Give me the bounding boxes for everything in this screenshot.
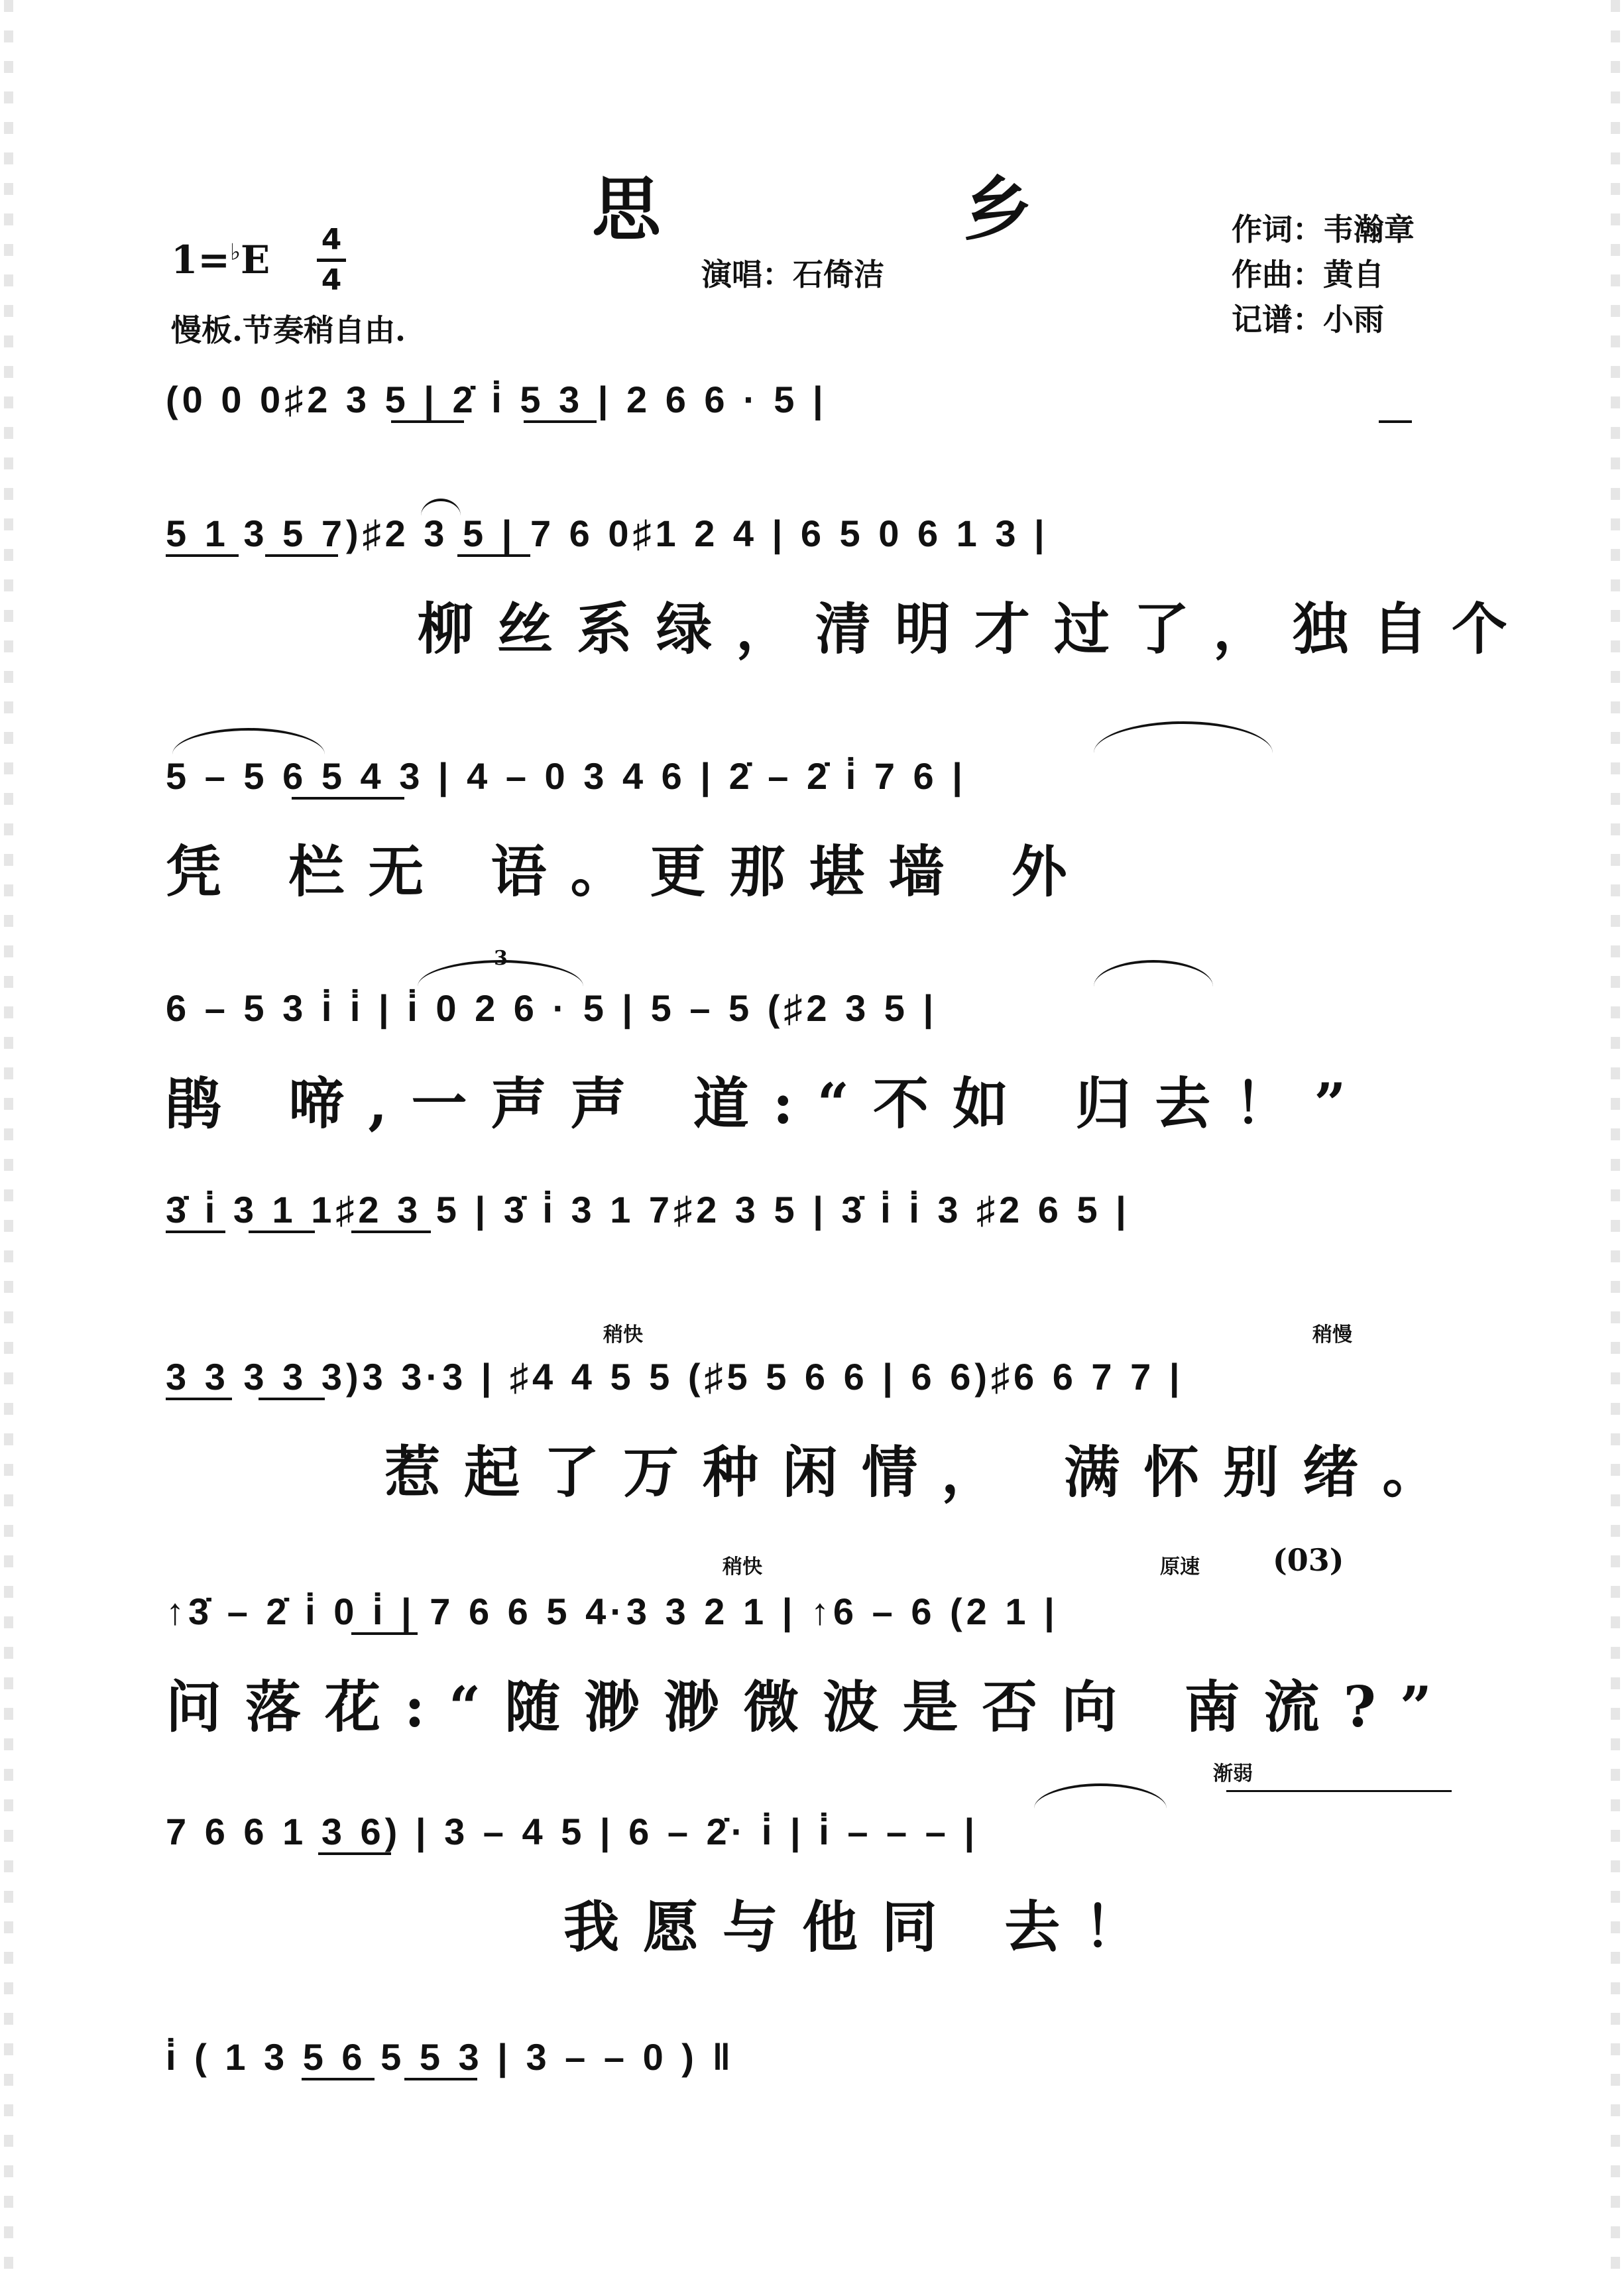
- notation-line: 5 1 3 5 7)♯2 3 5 | 7 6 0♯1 2 4 | 6 5 0 6 1 3 |: [166, 512, 1049, 554]
- lyricist-credit: 作词：韦瀚章: [1232, 211, 1415, 247]
- notation-line: 3̇ i̇ 3 1 1♯2 3 5 | 3̇ i̇ 3 1 7♯2 3 5 | 3̇ i̇ i̇ 3 ♯2 6 5 |: [166, 1189, 1130, 1231]
- beam-underline: [259, 1398, 325, 1400]
- notation-line: 7 6 6 1 3 6) | 3 – 4 5 | 6 – 2̇· i̇ | i̇ – – – |: [166, 1811, 979, 1852]
- left-watermark-strip: [4, 0, 13, 2284]
- diminuendo-line: [1226, 1790, 1452, 1792]
- beam-underline: [404, 2078, 477, 2080]
- time-numerator: 4: [321, 223, 342, 257]
- lyrics-line: 鹃 啼,一声声 道:“不如 归去！”: [166, 1071, 1370, 1136]
- tempo-faster-mark: 稍快: [723, 1555, 762, 1579]
- beam-underline: [318, 1852, 391, 1855]
- beam-underline: [391, 420, 464, 423]
- notation-line: (0 0 0♯2 3 5 | 2̇ i̇ 5 3 | 2 6 6 · 5 |: [166, 379, 827, 420]
- lyrics-line: 我愿与他同 去！: [563, 1894, 1164, 1960]
- beam-underline: [351, 1632, 418, 1635]
- beam-underline: [166, 1398, 232, 1400]
- beam-underline: [166, 1231, 225, 1233]
- lyrics-line: 惹起了万种闲情， 满怀别绪。: [384, 1439, 1462, 1505]
- tie-slur: [421, 499, 461, 516]
- notation-line: ↑3̇ – 2̇ i̇ 0 i̇ | 7 6 6 5 4·3 3 2 1 | ↑6 – 6 (2 1 |: [166, 1591, 1059, 1632]
- transcriber-credit: 记谱：小雨: [1232, 302, 1384, 337]
- flat-accidental: ♭: [229, 239, 241, 266]
- fraction-bar: [317, 259, 346, 262]
- beam-underline: [302, 2078, 375, 2080]
- song-title: 思 乡: [591, 168, 1172, 250]
- composer-credit: 作曲：黄自: [1232, 257, 1384, 292]
- lyrics-line: 凭 栏无 语。更那堪墙 外: [166, 839, 1091, 904]
- key-signature: [171, 237, 270, 282]
- tempo-marking: 慢板.节奏稍自由.: [171, 312, 406, 348]
- singer-credit: 演唱：石倚洁: [701, 257, 884, 292]
- key-letter: E: [241, 237, 270, 282]
- beam-underline: [249, 1231, 315, 1233]
- notation-line: 3 3 3 3 3)3 3·3 | ♯4 4 5 5 (♯5 5 6 6 | 6 6)♯6 6 7 7 |: [166, 1356, 1184, 1398]
- beam-underline: [166, 554, 239, 557]
- beam-underline: [351, 1231, 431, 1233]
- tempo-slower-mark: 稍慢: [1312, 1323, 1352, 1347]
- phrase-slur: [418, 960, 583, 987]
- beam-underline: [524, 420, 597, 423]
- beam-underline: [265, 554, 338, 557]
- right-watermark-strip: [1611, 0, 1620, 2284]
- alternate-notes-mark: (03): [1273, 1542, 1344, 1578]
- triplet-mark: 3: [494, 947, 508, 970]
- tempo-faster-mark: 稍快: [603, 1323, 643, 1347]
- phrase-slur: [1094, 721, 1273, 753]
- lyrics-line: 问落花:“随渺渺微波是否向 南流?”: [166, 1674, 1456, 1740]
- beam-underline: [292, 797, 404, 800]
- beam-underline: [1379, 420, 1412, 423]
- beam-underline: [457, 554, 530, 557]
- original-tempo-mark: 原速: [1160, 1555, 1200, 1579]
- lyrics-line: 柳丝系绿，清明才过了，独自个: [418, 596, 1532, 662]
- time-denominator: 4: [321, 263, 342, 297]
- notation-line: 5 – 5 6 5 4 3 | 4 – 0 3 4 6 | 2̇ – 2̇ i̇ 7 6 |: [166, 755, 966, 797]
- diminuendo-mark: 渐弱: [1213, 1762, 1253, 1785]
- tie-slur: [1094, 960, 1213, 987]
- phrase-slur: [172, 728, 325, 754]
- time-signature: [314, 223, 349, 298]
- tie-slur: [1034, 1783, 1167, 1809]
- key-prefix: 1=: [171, 237, 230, 282]
- notation-line: 6 – 5 3 i̇ i̇ | i̇ 0 2 6 · 5 | 5 – 5 (♯2 3 5 |: [166, 987, 938, 1029]
- notation-line: i̇ ( 1 3 5 6 5 5 3 | 3 – – 0 ) ‖: [166, 2036, 735, 2078]
